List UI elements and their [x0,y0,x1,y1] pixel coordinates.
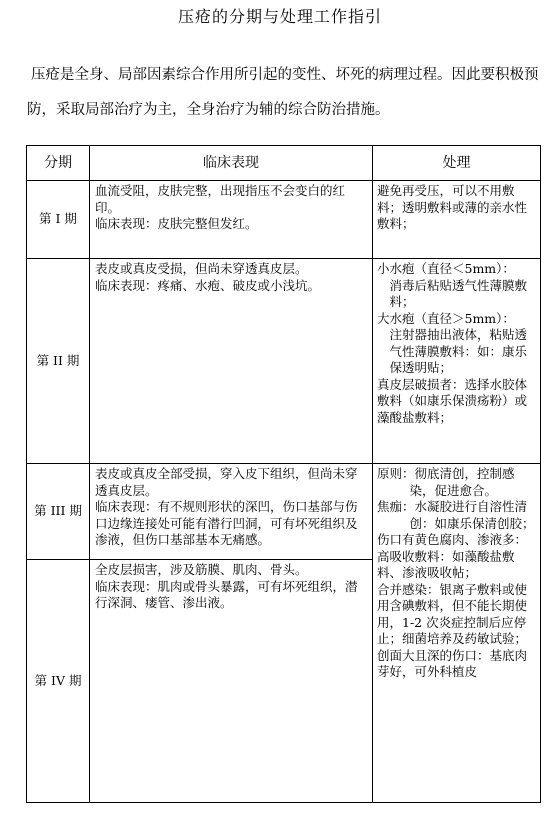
header-clinical: 临床表现 [203,154,259,171]
clinical-2 [95,261,367,294]
treatment-principle [377,466,537,499]
treatment-principle-label: 原则： [377,466,415,481]
treatment-1-text: 避免再受压，可以不用敷料；透明敷料或薄的亲水性敷料； [377,183,528,231]
intro-paragraph: 压疮是全身、局部因素综合作用所引起的变性、坏死的病理过程。因此要积极预防，采取局部治疗为主，全身治疗为辅的综合防治措施。 [27,67,539,118]
treatment-2-line4: 注射器抽出液体，粘贴透气性薄膜敷料：如：康乐保透明贴； [389,327,528,375]
clinical-3 [95,466,367,549]
treatment-large-wound: 创面大且深的伤口：基底肉芽好，可外科植皮 [377,647,528,679]
treatment-principle-text: 彻底清创，控制感染，促进愈合。 [409,466,515,498]
clinical-2-line1: 表皮或真皮受损，但尚未穿透真皮层。 [95,261,308,276]
header-stage: 分期 [44,154,72,171]
clinical-4-line1: 全皮层损害，涉及筋膜、肌肉、骨头。 [95,562,308,577]
treatment-eschar [377,499,537,532]
stage-3: 第 III 期 [34,503,82,519]
treatment-2-line1: 小水疱（直径＜5mm）： [377,261,515,276]
treatment-slough: 伤口有黄色腐肉、渗液多：高吸收敷料：如藻酸盐敷料、渗液吸收帖； [377,532,528,580]
clinical-1 [95,183,367,233]
treatment-3-4 [377,466,537,681]
treatment-2-line5: 真皮层破损者：选择水胶体敷料（如康乐保溃疡粉）或藻酸盐敷料； [377,376,528,425]
clinical-1-line2: 临床表现：皮肤完整但发红。 [95,216,258,231]
document-title: 压疮的分期与处理工作指引 [177,7,382,26]
stage-4: 第 IV 期 [34,672,82,688]
treatment-2-line2: 消毒后粘贴透气性薄膜敷料； [389,277,528,309]
clinical-3-line1: 表皮或真皮全部受损，穿入皮下组织，但尚未穿透真皮层。 [95,466,358,498]
clinical-2-line2: 临床表现：疼痛、水疱、破皮或小浅坑。 [95,277,321,293]
stage-2: 第 II 期 [36,352,80,368]
treatment-2 [377,261,537,426]
treatment-2-line3: 大水疱（直径＞5mm）： [377,310,515,326]
clinical-4 [95,562,367,612]
header-treatment: 处理 [442,154,471,171]
treatment-eschar-text: 水凝胶进行自溶性清创：如康乐保清创胶； [409,499,535,531]
treatment-infection: 合并感染：银离子敷料或使用含碘敷料，但不能长期使用，1-2 次炎症控制后应停止；细菌培养及药敏试验； [377,581,528,646]
treatment-eschar-label: 焦痂： [377,499,415,514]
clinical-4-line2: 临床表现：肌肉或骨头暴露，可有坏死组织，潜行深洞、瘘管、渗出液。 [95,578,358,610]
stage-1: 第 I 期 [39,211,77,227]
clinical-3-line2: 临床表现：有不规则形状的深凹，伤口基部与伤口边缘连接处可能有潜行凹洞，可有坏死组织及渗液，但伤口基部基本无痛感。 [95,499,358,547]
treatment-1 [377,183,537,233]
clinical-1-line1: 血流受阻，皮肤完整，出现指压不会变白的红印。 [95,183,346,215]
